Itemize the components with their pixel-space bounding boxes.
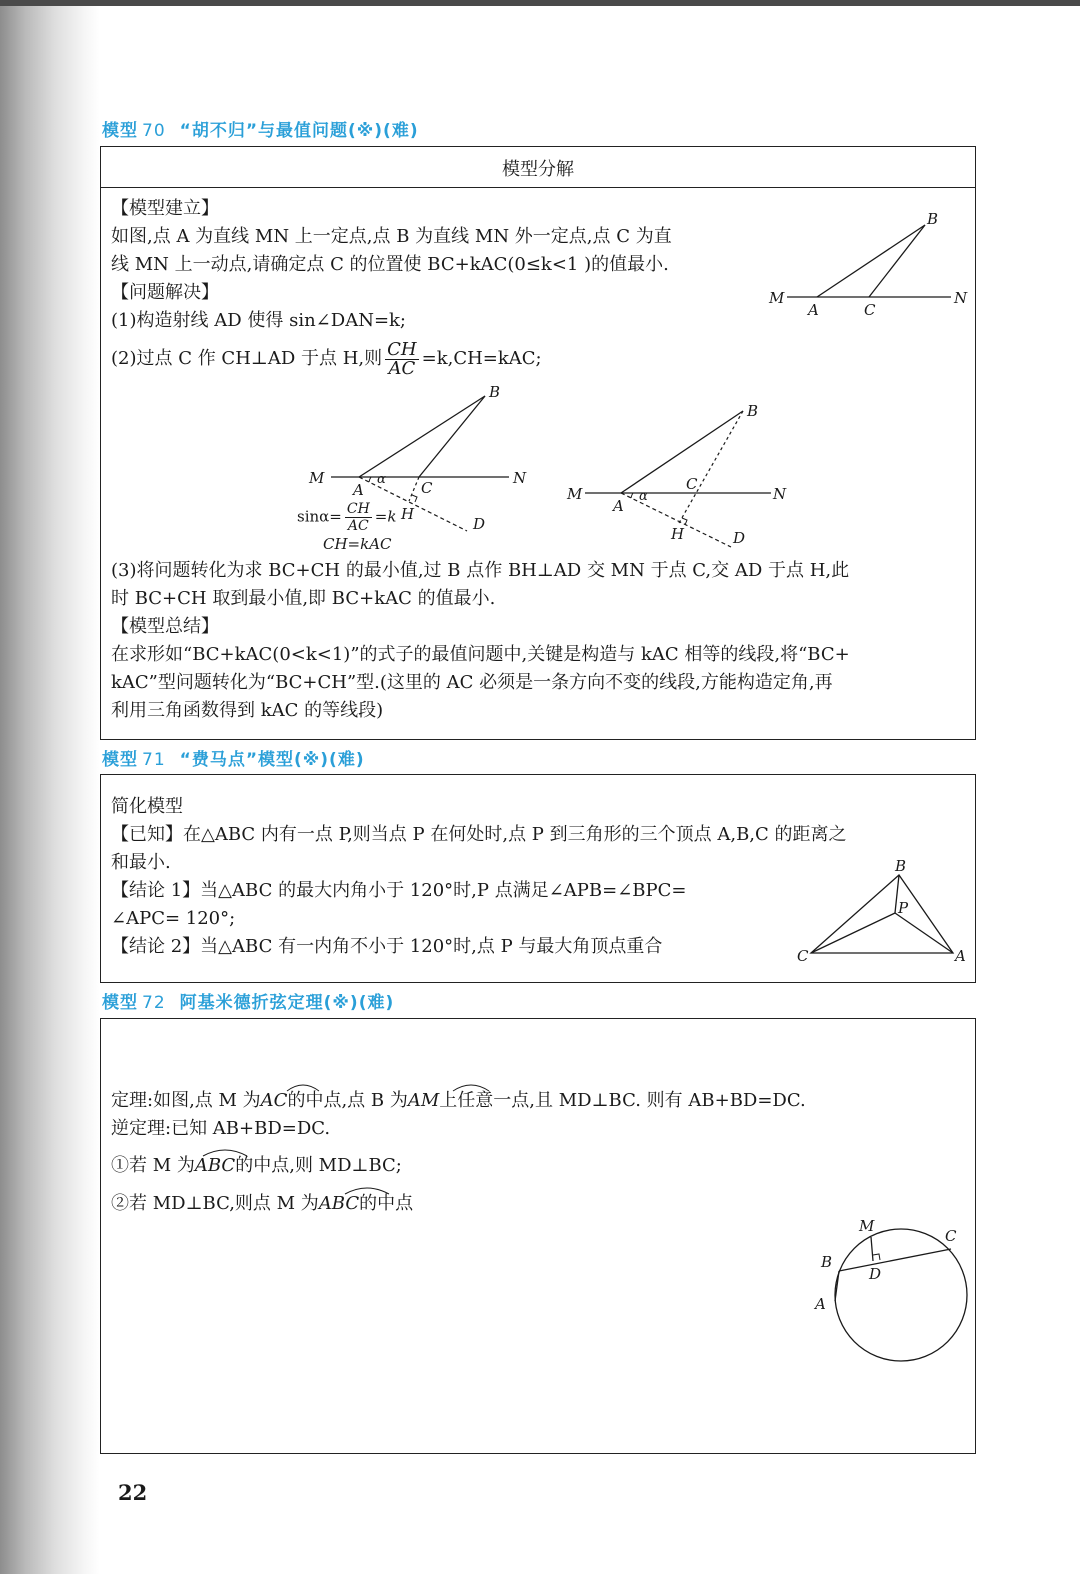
fig2-line-ch — [409, 477, 419, 501]
theorem-part2: 的中点,点 B 为 — [287, 1090, 408, 1111]
fig2-label-h: H — [401, 505, 415, 523]
fig2-label-m: M — [309, 469, 325, 487]
page-number: 22 — [118, 1480, 148, 1505]
model70-line-7: 【模型总结】 — [111, 616, 219, 637]
fig71-label-a: A — [955, 947, 966, 965]
fig2-line-cb — [419, 396, 485, 477]
fig71-label-p: P — [898, 899, 909, 917]
item1-arc-abc: ABC — [194, 1155, 236, 1176]
model70-divider — [101, 187, 975, 188]
item2-part1: ②若 MD⊥BC,则点 M 为 — [111, 1193, 319, 1214]
model71-line-3: 【结论 1】当△ABC 的最大内角小于 120°时,P 点满足∠APB=∠BPC= — [111, 880, 687, 901]
fig3-line-bh — [679, 411, 743, 523]
model71-heading — [102, 745, 365, 770]
model70-line-4: (1)构造射线 AD 使得 sin∠DAN=k; — [111, 310, 406, 331]
model70-line-10: 利用三角函数得到 kAC 的等线段) — [111, 700, 384, 721]
model70-ch-eq: CH=kAC — [323, 535, 392, 553]
theorem-arc-ac: AC — [260, 1090, 288, 1111]
model70-line-1: 如图,点 A 为直线 MN 上一定点,点 B 为直线 MN 外一定点,点 C 为直 — [111, 226, 672, 247]
item1-part2: 的中点,则 MD⊥BC; — [235, 1155, 402, 1176]
model70-line-8: 在求形如“BC+kAC(0<k<1)”的式子的最值问题中,关键是构造与 kAC 相等的线段,将“BC+ — [111, 644, 850, 665]
model70-number: 70 — [142, 121, 166, 141]
model71-title: “费马点”模型(※)(难) — [179, 750, 365, 770]
fig72-label-m: M — [859, 1217, 875, 1235]
model70-figure-3 — [551, 397, 801, 547]
model70-step2 — [111, 339, 542, 379]
model70-step2-fraction — [385, 338, 418, 379]
item1-part1: ①若 M 为 — [111, 1155, 195, 1176]
model70-line-5: (3)将问题转化为求 BC+CH 的最小值,过 B 点作 BH⊥AD 交 MN 于点 C,交 AD 于点 H,此 — [111, 560, 850, 581]
fig1-line-ab — [817, 225, 925, 297]
fig2-angle-arc — [369, 477, 371, 482]
theorem-part1: 定理:如图,点 M 为 — [111, 1090, 261, 1111]
model71-number: 71 — [142, 750, 166, 770]
model70-box-title: 模型分解 — [502, 159, 574, 180]
fig3-label-h: H — [671, 525, 685, 543]
fig2-label-b: B — [489, 383, 501, 401]
model70-line-6: 时 BC+CH 取到最小值,即 BC+kAC 的值最小. — [111, 588, 496, 609]
model71-line-0: 简化模型 — [111, 796, 183, 817]
fig2-label-c: C — [421, 479, 433, 497]
model70-line-3: 【问题解决】 — [111, 282, 219, 303]
arc-mark-ac — [285, 1081, 325, 1093]
fig3-line-ab — [621, 411, 743, 493]
model70-step2-numerator: CH — [387, 338, 417, 360]
fig2-label-alpha: α — [377, 472, 386, 487]
model70-box — [100, 146, 976, 740]
model72-item1 — [111, 1153, 402, 1179]
model70-line-2: 线 MN 上一动点,请确定点 C 的位置使 BC+kAC(0≤k<1 )的值最小. — [111, 254, 669, 275]
model71-line-5: 【结论 2】当△ABC 有一内角不小于 120°时,点 P 与最大角顶点重合 — [111, 936, 663, 957]
model70-line-0: 【模型建立】 — [111, 198, 219, 219]
fig72-chord-bc — [839, 1249, 951, 1271]
fig3-label-a: A — [613, 497, 624, 515]
arc-mark-abc-1 — [201, 1146, 251, 1158]
sin-prefix: sinα= — [297, 507, 342, 526]
theorem-arc-am: AM — [407, 1090, 440, 1111]
fig1-label-c: C — [864, 301, 876, 319]
sin-suffix: =k — [374, 507, 397, 526]
model71-line-1: 【已知】在△ABC 内有一点 P,则当点 P 在何处时,点 P 到三角形的三个顶点 A,B,C 的距离之 — [111, 824, 847, 845]
sin-fraction — [345, 501, 372, 534]
model71-box — [100, 774, 976, 983]
fig1-label-b: B — [927, 210, 939, 228]
theorem-part3: 上任意一点,且 MD⊥BC. 则有 AB+BD=DC. — [439, 1090, 806, 1111]
model70-label: 模型 — [102, 121, 138, 141]
fig72-circle — [835, 1229, 967, 1361]
fig2-label-n: N — [513, 469, 527, 487]
model72-title: 阿基米德折弦定理(※)(难) — [179, 993, 395, 1013]
model71-figure — [791, 855, 971, 970]
model72-label: 模型 — [102, 993, 138, 1013]
model70-line-9: kAC”型问题转化为“BC+CH”型.(这里的 AC 必须是一条方向不变的线段,方能构造定角,再 — [111, 672, 833, 693]
fig71-label-c: C — [797, 947, 809, 965]
fig3-label-b: B — [747, 402, 759, 420]
fig2-label-a: A — [353, 481, 364, 499]
model72-box — [100, 1018, 976, 1454]
model70-step2-prefix: (2)过点 C 作 CH⊥AD 于点 H,则 — [111, 348, 383, 369]
sin-numerator: CH — [346, 501, 370, 517]
fig1-label-n: N — [954, 289, 968, 307]
fig72-line-md — [871, 1237, 873, 1261]
item2-part2: 的中点 — [359, 1193, 414, 1214]
model70-sin-formula — [297, 501, 396, 534]
fig1-label-m: M — [769, 289, 785, 307]
fig71-triangle — [811, 875, 953, 953]
fig72-label-c: C — [945, 1227, 957, 1245]
model70-step2-denominator: AC — [388, 357, 416, 379]
model71-line-4: ∠APC= 120°; — [111, 908, 236, 929]
fig3-angle-arc — [631, 493, 633, 498]
fig72-right-angle — [873, 1254, 880, 1260]
arc-mark-am — [451, 1081, 495, 1093]
model70-title: “胡不归”与最值问题(※)(难) — [179, 121, 419, 141]
fig3-label-m: M — [567, 485, 583, 503]
model72-figure — [801, 1215, 976, 1375]
fig2-label-d: D — [473, 515, 486, 533]
top-edge-bar — [0, 0, 1080, 6]
fig72-label-b: B — [821, 1253, 833, 1271]
model70-heading — [102, 116, 419, 141]
model71-line-2: 和最小. — [111, 852, 171, 873]
fig72-label-d: D — [869, 1265, 882, 1283]
model71-label: 模型 — [102, 750, 138, 770]
model70-step2-suffix: =k,CH=kAC; — [421, 348, 542, 369]
fig1-line-cb — [869, 225, 925, 297]
fig2-line-ab — [359, 396, 485, 477]
fig1-label-a: A — [808, 301, 819, 319]
model72-heading — [102, 988, 394, 1013]
fig71-line-pa — [895, 913, 953, 953]
fig72-label-a: A — [815, 1295, 826, 1313]
sin-denominator: AC — [347, 518, 369, 534]
fig3-label-alpha: α — [639, 489, 648, 504]
fig3-label-c: C — [686, 475, 698, 493]
fig71-label-b: B — [895, 857, 907, 875]
fig2-right-angle — [412, 495, 417, 502]
fig71-line-pc — [811, 913, 895, 953]
arc-mark-abc-2 — [343, 1184, 393, 1196]
item2-arc-abc: ABC — [318, 1193, 360, 1214]
fig3-label-n: N — [773, 485, 787, 503]
model70-figure-1 — [769, 211, 969, 321]
model72-converse: 逆定理:已知 AB+BD=DC. — [111, 1118, 331, 1139]
model72-number: 72 — [142, 993, 166, 1013]
fig3-label-d: D — [733, 529, 746, 547]
